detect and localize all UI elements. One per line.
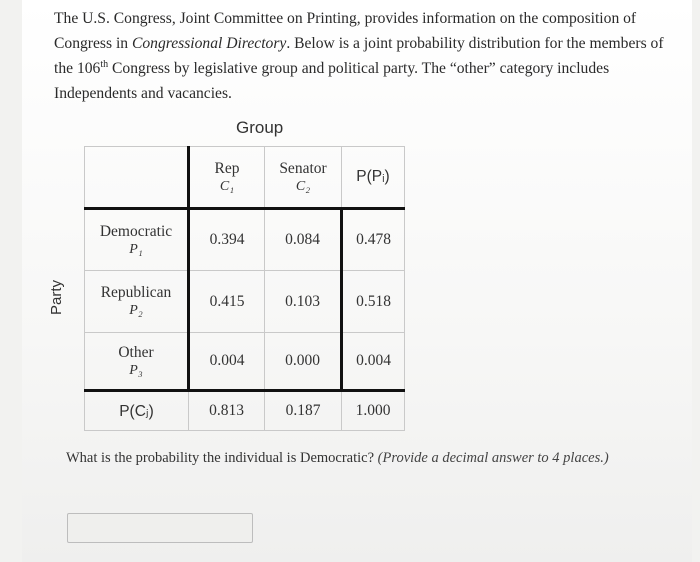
question-instruction: (Provide a decimal answer to 4 places.) (377, 450, 609, 466)
col-header-symbol: C₂ (295, 178, 311, 194)
table-cell: 0.518 (342, 271, 405, 333)
answer-input[interactable] (67, 513, 253, 543)
table-cell: 0.103 (265, 271, 342, 333)
header-row (85, 147, 405, 209)
col-header-rep (189, 147, 265, 209)
col-header-name: Senator (279, 159, 327, 177)
row-header-name: Democratic (99, 222, 173, 240)
intro-text-2: . Below is a joint probability distribution for the members of the 106 (54, 35, 664, 77)
table-row (85, 271, 405, 333)
row-header-name: Other (118, 343, 154, 361)
row-header-name: Republican (100, 284, 172, 301)
table-cell: 1.000 (342, 391, 405, 431)
publication-title: Congressional Directory (131, 35, 287, 52)
intro-text-1: The U.S. Congress, Joint Committee on Printing, provides information on the composition of Congress in (54, 10, 637, 52)
table-row (85, 333, 405, 391)
col-header-name: Rep (214, 159, 240, 177)
joint-probability-table (84, 146, 405, 431)
table-cell: 0.813 (189, 391, 265, 431)
col-header-name: P(Pᵢ) (356, 168, 390, 185)
table-cell: 0.004 (342, 333, 405, 391)
question-text: What is the probability the individual is Democratic? (66, 450, 378, 466)
question (66, 445, 656, 471)
row-header-republican (85, 271, 189, 333)
row-header-group-marginal: P(Cⱼ) (85, 391, 189, 431)
table-cell: 0.478 (342, 209, 405, 271)
col-header-symbol: C₁ (219, 178, 235, 194)
table-cell: 0.415 (189, 271, 265, 333)
row-header-other (85, 333, 189, 391)
party-axis-label: Party (48, 279, 65, 315)
intro-text-3: Congress by legislative group and political party. The “other” category includes Independents and vacancies. (54, 60, 610, 102)
table-cell: 0.084 (265, 209, 342, 271)
col-header-senator (265, 147, 342, 209)
row-header-symbol: P₂ (129, 303, 143, 318)
row-header-symbol: P₁ (129, 241, 143, 257)
table-cell: 0.004 (189, 333, 265, 391)
problem-intro (54, 6, 664, 106)
group-axis-label: Group (236, 118, 284, 137)
table-row (85, 209, 405, 271)
corner-cell (85, 147, 189, 209)
table-cell: 0.187 (265, 391, 342, 431)
row-header-symbol: P₃ (129, 362, 143, 378)
table-cell: 0.000 (265, 333, 342, 391)
ordinal-superscript: th (100, 58, 109, 70)
table-cell: 0.394 (189, 209, 265, 271)
col-header-party-marginal (342, 147, 405, 209)
row-header-democratic (85, 209, 189, 271)
total-row (85, 391, 405, 431)
